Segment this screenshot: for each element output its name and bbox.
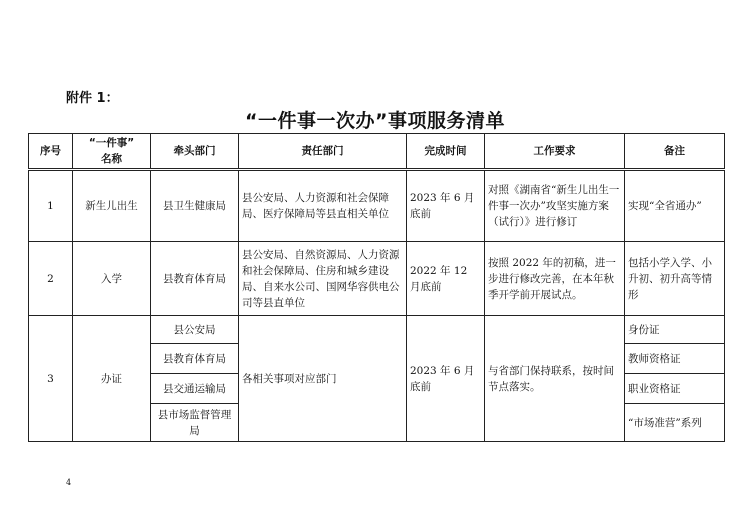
cell-time: 2022 年 12 月底前 <box>407 242 485 316</box>
header-item-line2: 名称 <box>101 153 122 165</box>
cell-note: 身份证 <box>625 316 725 344</box>
table-row <box>29 242 725 316</box>
cell-note: “市场准营”系列 <box>625 404 725 442</box>
attachment-label: 附件 1： <box>66 91 119 106</box>
cell-note: 教师资格证 <box>625 344 725 374</box>
cell-seq: 2 <box>29 242 73 316</box>
header-time: 完成时间 <box>407 134 485 170</box>
table-row <box>29 170 725 242</box>
service-list-table <box>28 133 725 442</box>
cell-resp: 县公安局、人力资源和社会保障局、医疗保障局等县直相关单位 <box>239 170 407 242</box>
cell-note: 实现“全省通办” <box>625 170 725 242</box>
cell-seq: 1 <box>29 170 73 242</box>
header-seq: 序号 <box>29 134 73 170</box>
cell-lead: 县交通运输局 <box>151 374 239 404</box>
header-item-line1: “一件事” <box>88 137 135 149</box>
header-resp: 责任部门 <box>239 134 407 170</box>
cell-item: 新生儿出生 <box>73 170 151 242</box>
cell-lead: 县教育体育局 <box>151 242 239 316</box>
cell-lead: 县公安局 <box>151 316 239 344</box>
cell-time: 2023 年 6 月底前 <box>407 170 485 242</box>
header-lead: 牵头部门 <box>151 134 239 170</box>
cell-seq: 3 <box>29 316 73 442</box>
cell-lead: 县教育体育局 <box>151 344 239 374</box>
cell-time: 2023 年 6 月底前 <box>407 316 485 442</box>
cell-lead: 县卫生健康局 <box>151 170 239 242</box>
page-number: 4 <box>66 478 72 487</box>
cell-req: 对照《湖南省“新生儿出生一件事一次办”攻坚实施方案（试行）》进行修订 <box>485 170 625 242</box>
cell-req: 与省部门保持联系，按时间节点落实。 <box>485 316 625 442</box>
table-row <box>29 316 725 344</box>
cell-note: 职业资格证 <box>625 374 725 404</box>
cell-req: 按照 2022 年的初稿，进一步进行修改完善，在本年秋季开学前开展试点。 <box>485 242 625 316</box>
cell-resp: 县公安局、自然资源局、人力资源和社会保障局、住房和城乡建设局、自来水公司、国网华容供电公司等县直单位 <box>239 242 407 316</box>
page-title: “一件事一次办”事项服务清单 <box>245 110 505 132</box>
header-item <box>73 134 151 170</box>
cell-lead: 县市场监督管理局 <box>151 404 239 442</box>
header-req: 工作要求 <box>485 134 625 170</box>
cell-note: 包括小学入学、小升初、初升高等情形 <box>625 242 725 316</box>
table-header-row <box>29 134 725 170</box>
cell-item: 入学 <box>73 242 151 316</box>
header-note: 备注 <box>625 134 725 170</box>
cell-item: 办证 <box>73 316 151 442</box>
cell-resp: 各相关事项对应部门 <box>239 316 407 442</box>
